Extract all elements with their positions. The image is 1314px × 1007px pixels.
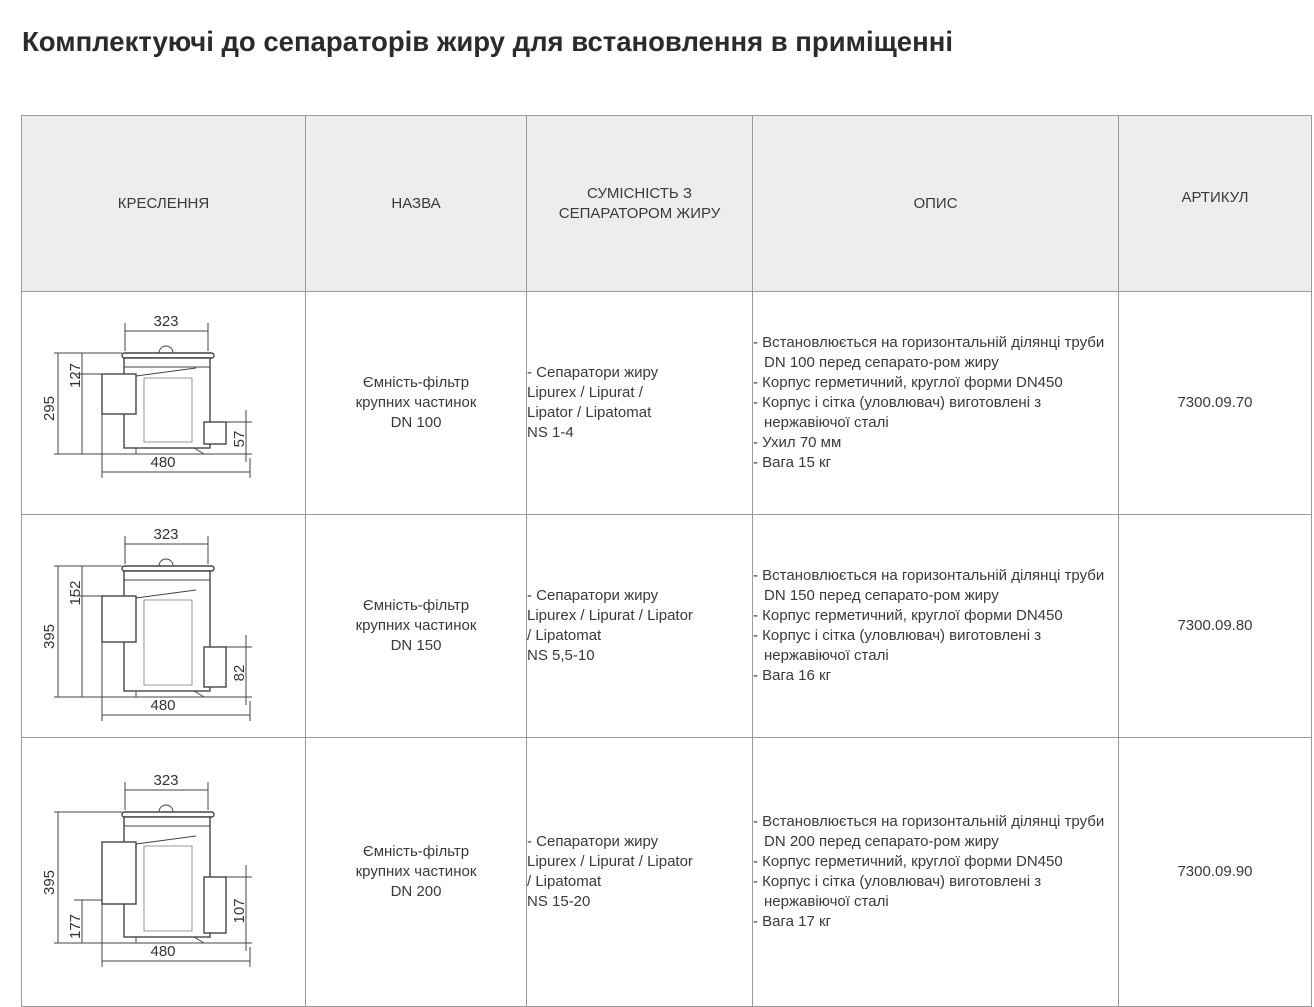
dim-width-top: 323 bbox=[152, 772, 179, 789]
compatibility-text: - Сепаратори жиру Lipurex / Lipurat / Lipator / Lipatomat NS 15-20 bbox=[527, 833, 693, 910]
description-item: - Корпус герметичний, круглої форми DN450 bbox=[753, 373, 1118, 393]
compat-cell bbox=[527, 738, 753, 1007]
accessories-table bbox=[21, 115, 1312, 1007]
description-item: - Встановлюється на горизонтальній ділянці труби DN 200 перед сепарато-ром жиру bbox=[753, 812, 1118, 852]
dim-height-total: 395 bbox=[40, 869, 58, 896]
dim-height-inlet: 152 bbox=[66, 580, 84, 606]
filter-tank-drawing bbox=[40, 303, 284, 503]
compatibility-text: - Сепаратори жиру Lipurex / Lipurat / Lipator / Lipatomat NS 5,5-10 bbox=[527, 587, 693, 664]
description-item: - Ухил 70 мм bbox=[753, 433, 1118, 453]
article-number: 7300.09.70 bbox=[1177, 394, 1253, 411]
article-cell bbox=[1119, 738, 1312, 1007]
header-drawing: КРЕСЛЕННЯ bbox=[22, 116, 306, 292]
desc-cell bbox=[753, 515, 1119, 738]
header-compat: СУМІСНІСТЬ З СЕПАРАТОРОМ ЖИРУ bbox=[527, 116, 753, 292]
drawing-cell bbox=[22, 738, 306, 1007]
article-cell bbox=[1119, 292, 1312, 515]
filter-tank-drawing bbox=[40, 526, 284, 726]
desc-cell bbox=[753, 292, 1119, 515]
desc-cell bbox=[753, 738, 1119, 1007]
description-item: - Вага 16 кг bbox=[753, 666, 1118, 686]
header-article: АРТИКУЛ bbox=[1119, 116, 1312, 292]
dim-width-bottom: 480 bbox=[149, 943, 176, 960]
description-list bbox=[753, 812, 1118, 932]
description-item: - Вага 15 кг bbox=[753, 453, 1118, 473]
product-name: Ємність-фільтр крупних частинок DN 150 bbox=[355, 597, 477, 654]
article-number: 7300.09.80 bbox=[1177, 617, 1253, 634]
description-item: - Встановлюється на горизонтальній ділянці труби DN 100 перед сепарато-ром жиру bbox=[753, 333, 1118, 373]
compatibility-text: - Сепаратори жиру Lipurex / Lipurat / Lipator / Lipatomat NS 1-4 bbox=[527, 364, 659, 441]
dim-height-inlet: 177 bbox=[66, 913, 84, 940]
description-item: - Корпус і сітка (уловлювач) виготовлені з нержавіючої сталі bbox=[753, 626, 1118, 666]
filter-tank-drawing bbox=[40, 772, 284, 972]
table-header-row bbox=[22, 116, 1312, 292]
page-title: Комплектуючі до сепараторів жиру для встановлення в приміщенні bbox=[22, 26, 953, 57]
dim-height-outlet: 82 bbox=[230, 664, 248, 682]
description-item: - Корпус і сітка (уловлювач) виготовлені з нержавіючої сталі bbox=[753, 872, 1118, 912]
article-number: 7300.09.90 bbox=[1177, 863, 1253, 880]
dim-height-outlet: 107 bbox=[230, 898, 248, 924]
dim-width-top: 323 bbox=[152, 526, 179, 543]
header-desc: ОПИС bbox=[753, 116, 1119, 292]
article-cell bbox=[1119, 515, 1312, 738]
dim-width-bottom: 480 bbox=[149, 454, 176, 471]
product-name: Ємність-фільтр крупних частинок DN 100 bbox=[355, 374, 477, 431]
dim-height-total: 295 bbox=[40, 395, 58, 422]
table-row-3 bbox=[22, 738, 1312, 1007]
compat-cell bbox=[527, 515, 753, 738]
description-list bbox=[753, 333, 1118, 473]
description-item: - Корпус і сітка (уловлювач) виготовлені з нержавіючої сталі bbox=[753, 393, 1118, 433]
description-item: - Корпус герметичний, круглої форми DN450 bbox=[753, 606, 1118, 626]
product-name: Ємність-фільтр крупних частинок DN 200 bbox=[355, 843, 477, 900]
dim-height-inlet: 127 bbox=[66, 362, 84, 389]
table-row-2 bbox=[22, 515, 1312, 738]
name-cell bbox=[306, 515, 527, 738]
dim-height-outlet: 57 bbox=[230, 430, 248, 448]
name-cell bbox=[306, 292, 527, 515]
description-list bbox=[753, 566, 1118, 686]
table-row-1 bbox=[22, 292, 1312, 515]
description-item: - Вага 17 кг bbox=[753, 912, 1118, 932]
compat-cell bbox=[527, 292, 753, 515]
drawing-cell bbox=[22, 292, 306, 515]
name-cell bbox=[306, 738, 527, 1007]
drawing-cell bbox=[22, 515, 306, 738]
dim-height-total: 395 bbox=[40, 623, 58, 650]
dim-width-top: 323 bbox=[152, 313, 179, 330]
description-item: - Встановлюється на горизонтальній ділянці труби DN 150 перед сепарато-ром жиру bbox=[753, 566, 1118, 606]
dim-width-bottom: 480 bbox=[149, 697, 176, 714]
description-item: - Корпус герметичний, круглої форми DN450 bbox=[753, 852, 1118, 872]
header-name: НАЗВА bbox=[306, 116, 527, 292]
